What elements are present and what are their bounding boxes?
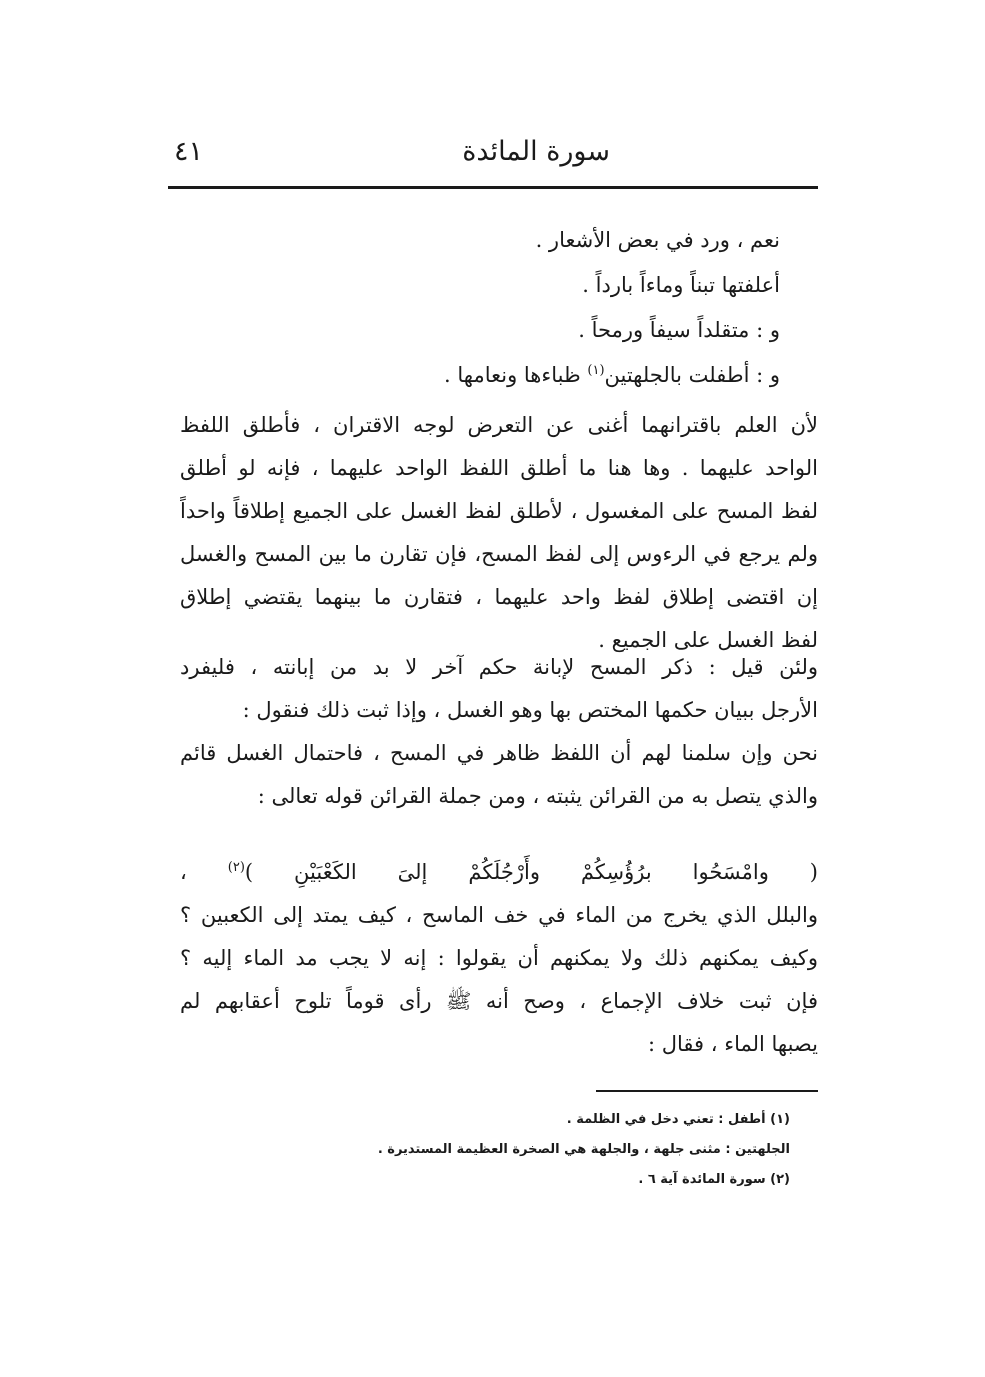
quran-verse-line bbox=[180, 851, 818, 894]
poem-text: ظباءها ونعامها . bbox=[444, 363, 588, 387]
footnote-item: الجلهتين : مثنى جلهة ، والجلهة هي الصخرة العظيمة المستديرة . bbox=[377, 1142, 790, 1157]
page-header bbox=[170, 128, 820, 178]
poem-line: أعلفتها تبناً وماءاً بارداً . bbox=[582, 273, 780, 297]
punctuation: ، bbox=[180, 860, 228, 884]
text-line: إن اقتضى إطلاق لفظ واحد عليهما ، فتقارن ما بينهما يقتضي إطلاق bbox=[180, 585, 818, 609]
quran-verse: ( وامْسَحُوا برُؤُسِكُمْ وأَرْجُلَكُمْ إلىَ الكَعْبَيْنِ ) bbox=[244, 860, 818, 884]
footnote-ref-1: (١) bbox=[587, 363, 605, 378]
poem-line bbox=[360, 353, 780, 398]
footnote-item: (١) أطفل : تعني دخل في الظلمة . bbox=[566, 1112, 790, 1127]
text-line: ولم يرجع في الرءوس إلى لفظ المسح، فإن تقارن ما بين المسح والغسل bbox=[180, 542, 818, 566]
paragraph-3 bbox=[180, 732, 818, 818]
poem-quotes bbox=[360, 218, 780, 398]
poem-line: نعم ، ورد في بعض الأشعار . bbox=[535, 228, 780, 252]
poem-text: و : أطفلت بالجلهتين bbox=[604, 363, 780, 387]
text-line: فإن ثبت خلاف الإجماع ، وصح أنه ﷺ رأى قوماً تلوح أعقابهم لم bbox=[180, 989, 818, 1013]
text-line: يصبها الماء ، فقال : bbox=[648, 1032, 818, 1056]
text-line: ولئن قيل : ذكر المسح لإبانة حكم آخر لا بد من إبانته ، فليفرد bbox=[180, 655, 818, 679]
footnote-item: (٢) سورة المائدة آية ٦ . bbox=[638, 1172, 790, 1187]
text-line: لفظ المسح على المغسول ، لأطلق لفظ الغسل على الجميع إطلاقاً واحداً bbox=[180, 499, 818, 523]
text-line: الواحد عليهما . وها هنا ما أطلق اللفظ الواحد عليهما ، فإنه لو أطلق bbox=[180, 456, 818, 480]
text-line: لأن العلم باقترانهما أغنى عن التعرض لوجه الاقتران ، فأطلق اللفظ bbox=[180, 413, 818, 437]
header-divider bbox=[168, 186, 818, 189]
page-number: ٤١ bbox=[174, 136, 204, 167]
footnote-divider bbox=[596, 1090, 818, 1092]
footnote-ref-2: (٢) bbox=[227, 860, 245, 875]
paragraph-1 bbox=[180, 404, 818, 662]
text-line: الأرجل ببيان حكمها المختص بها وهو الغسل ، وإذا ثبت ذلك فنقول : bbox=[242, 698, 818, 722]
paragraph-4 bbox=[180, 851, 818, 1066]
poem-line: و : متقلداً سيفاً ورمحاً . bbox=[578, 318, 780, 342]
text-line: وكيف يمكنهم ذلك ولا يمكنهم أن يقولوا : إنه لا يجب مد الماء إليه ؟ bbox=[180, 946, 818, 970]
footnotes bbox=[370, 1105, 790, 1195]
text-line: والذي يتصل به من القرائن يثبته ، ومن جملة القرائن قوله تعالى : bbox=[257, 784, 818, 808]
text-line: نحن وإن سلمنا لهم أن اللفظ ظاهر في المسح ، فاحتمال الغسل قائم bbox=[180, 741, 818, 765]
page-title: سورة المائدة bbox=[462, 136, 610, 167]
text-line: والبلل الذي يخرج من الماء في خف الماسح ، كيف يمتد إلى الكعبين ؟ bbox=[180, 903, 818, 927]
text-line: لفظ الغسل على الجميع . bbox=[598, 628, 818, 652]
paragraph-2 bbox=[180, 646, 818, 732]
